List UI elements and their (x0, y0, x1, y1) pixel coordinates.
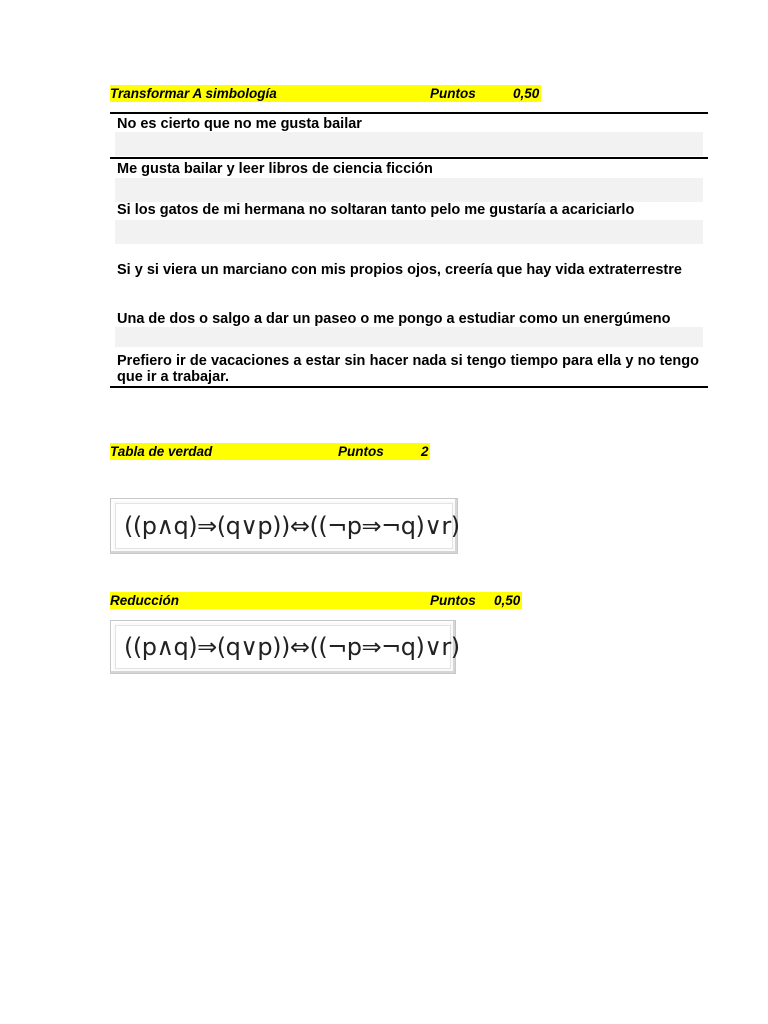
row-shade (115, 327, 703, 347)
formula-frame (115, 625, 460, 669)
section-header-tabla (110, 443, 430, 460)
row-shade (115, 220, 703, 244)
sentence-1: No es cierto que no me gusta bailar (117, 116, 362, 132)
sentence-4: Si y si viera un marciano con mis propios ojos, creería que hay vida extraterrestre (117, 262, 682, 278)
points-label: Puntos (430, 593, 476, 608)
top-rule (110, 112, 708, 114)
sentence-6: Prefiero ir de vacaciones a estar sin hacer nada si tengo tiempo para ella y no tengo que ir a trabajar. (117, 353, 699, 385)
formula-image-1 (110, 498, 458, 554)
row-shade (115, 132, 703, 156)
points-value: 0,50 (513, 86, 540, 101)
formula-image-2 (110, 620, 460, 674)
sentence-5: Una de dos o salgo a dar un paseo o me pongo a estudiar como un energúmeno (117, 311, 671, 327)
points-label: Puntos (430, 86, 476, 101)
section-title: Transformar A simbología (110, 86, 277, 101)
bottom-rule (110, 386, 708, 388)
sentences-table (110, 112, 708, 388)
sentence-2: Me gusta bailar y leer libros de ciencia ficción (117, 161, 433, 177)
points-value: 2 (421, 444, 429, 459)
section-header-reduccion (110, 592, 522, 609)
points-value: 0,50 (494, 593, 521, 608)
formula-text: ((p∧q)⇒(q∨p))⇔((¬p⇒¬q)∨r) (124, 633, 460, 661)
formula-frame (115, 503, 460, 549)
points-label: Puntos (338, 444, 384, 459)
section-header-transformar (110, 85, 541, 102)
divider-rule (110, 157, 708, 159)
formula-text: ((p∧q)⇒(q∨p))⇔((¬p⇒¬q)∨r) (124, 512, 460, 540)
section-title: Tabla de verdad (110, 444, 213, 459)
sentence-3: Si los gatos de mi hermana no soltaran tanto pelo me gustaría a acariciarlo (117, 202, 635, 218)
section-title: Reducción (110, 593, 180, 608)
row-shade (115, 178, 703, 202)
